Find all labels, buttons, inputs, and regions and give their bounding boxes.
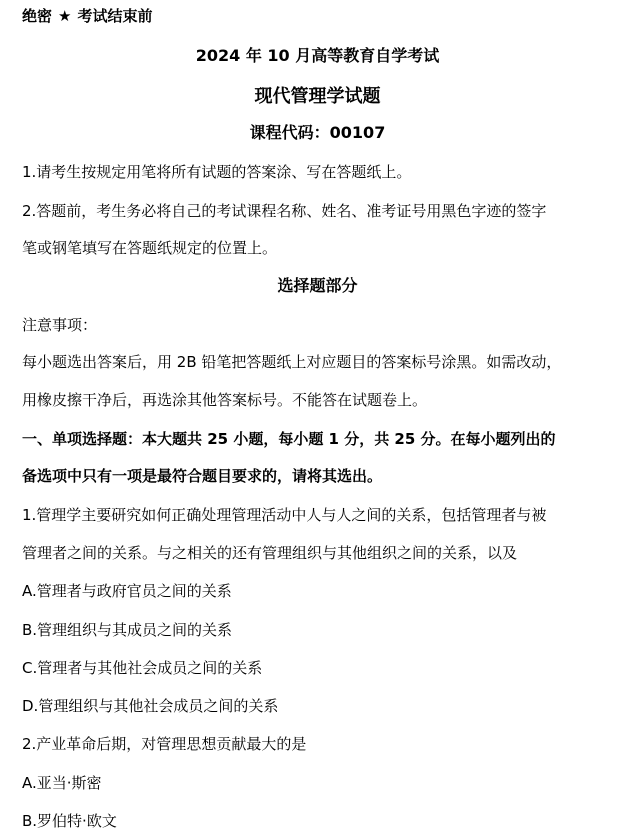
section-title: 选择题部分	[277, 276, 358, 295]
paper-title: 现代管理学试题	[254, 86, 381, 107]
confidential-mark	[22, 4, 621, 28]
instruction-line: 2.答题前，考生务必将自己的考试课程名称、姓名、准考证号用黑色字迹的签字	[22, 202, 547, 220]
confidential-suffix: 考试结束前	[77, 7, 153, 25]
part-heading-line: 一、单项选择题：本大题共 25 小题，每小题 1 分，共 25 分。在每小题列出的	[22, 430, 556, 448]
course-code: 课程代码：00107	[249, 123, 386, 142]
part-heading-line: 备选项中只有一项是最符合题目要求的，请将其选出。	[22, 467, 383, 485]
notes-label: 注意事项：	[22, 316, 98, 334]
question-option: B.管理组织与其成员之间的关系	[22, 621, 233, 639]
exam-title: 2024 年 10 月高等教育自学考试	[195, 46, 440, 65]
notes-line: 每小题选出答案后，用 2B 铅笔把答题纸上对应题目的答案标号涂黑。如需改动，	[22, 353, 562, 371]
question-stem-line: 1.管理学主要研究如何正确处理管理活动中人与人之间的关系，包括管理者与被	[22, 506, 547, 524]
question-option: B.罗伯特·欧文	[22, 812, 117, 830]
instruction-line: 笔或钢笔填写在答题纸规定的位置上。	[22, 239, 278, 257]
notes-line: 用橡皮擦干净后，再选涂其他答案标号。不能答在试题卷上。	[22, 391, 428, 409]
confidential-label: 绝密	[22, 7, 53, 25]
star-icon: ★	[58, 7, 72, 25]
question-option: D.管理组织与其他社会成员之间的关系	[22, 697, 279, 715]
question-option: A.管理者与政府官员之间的关系	[22, 582, 232, 600]
question-option: C.管理者与其他社会成员之间的关系	[22, 659, 263, 677]
instruction-line: 1.请考生按规定用笔将所有试题的答案涂、写在答题纸上。	[22, 163, 412, 181]
question-stem-line: 管理者之间的关系。与之相关的还有管理组织与其他组织之间的关系，以及	[22, 544, 518, 562]
question-stem-line: 2.产业革命后期，对管理思想贡献最大的是	[22, 735, 307, 753]
question-option: A.亚当·斯密	[22, 774, 102, 792]
